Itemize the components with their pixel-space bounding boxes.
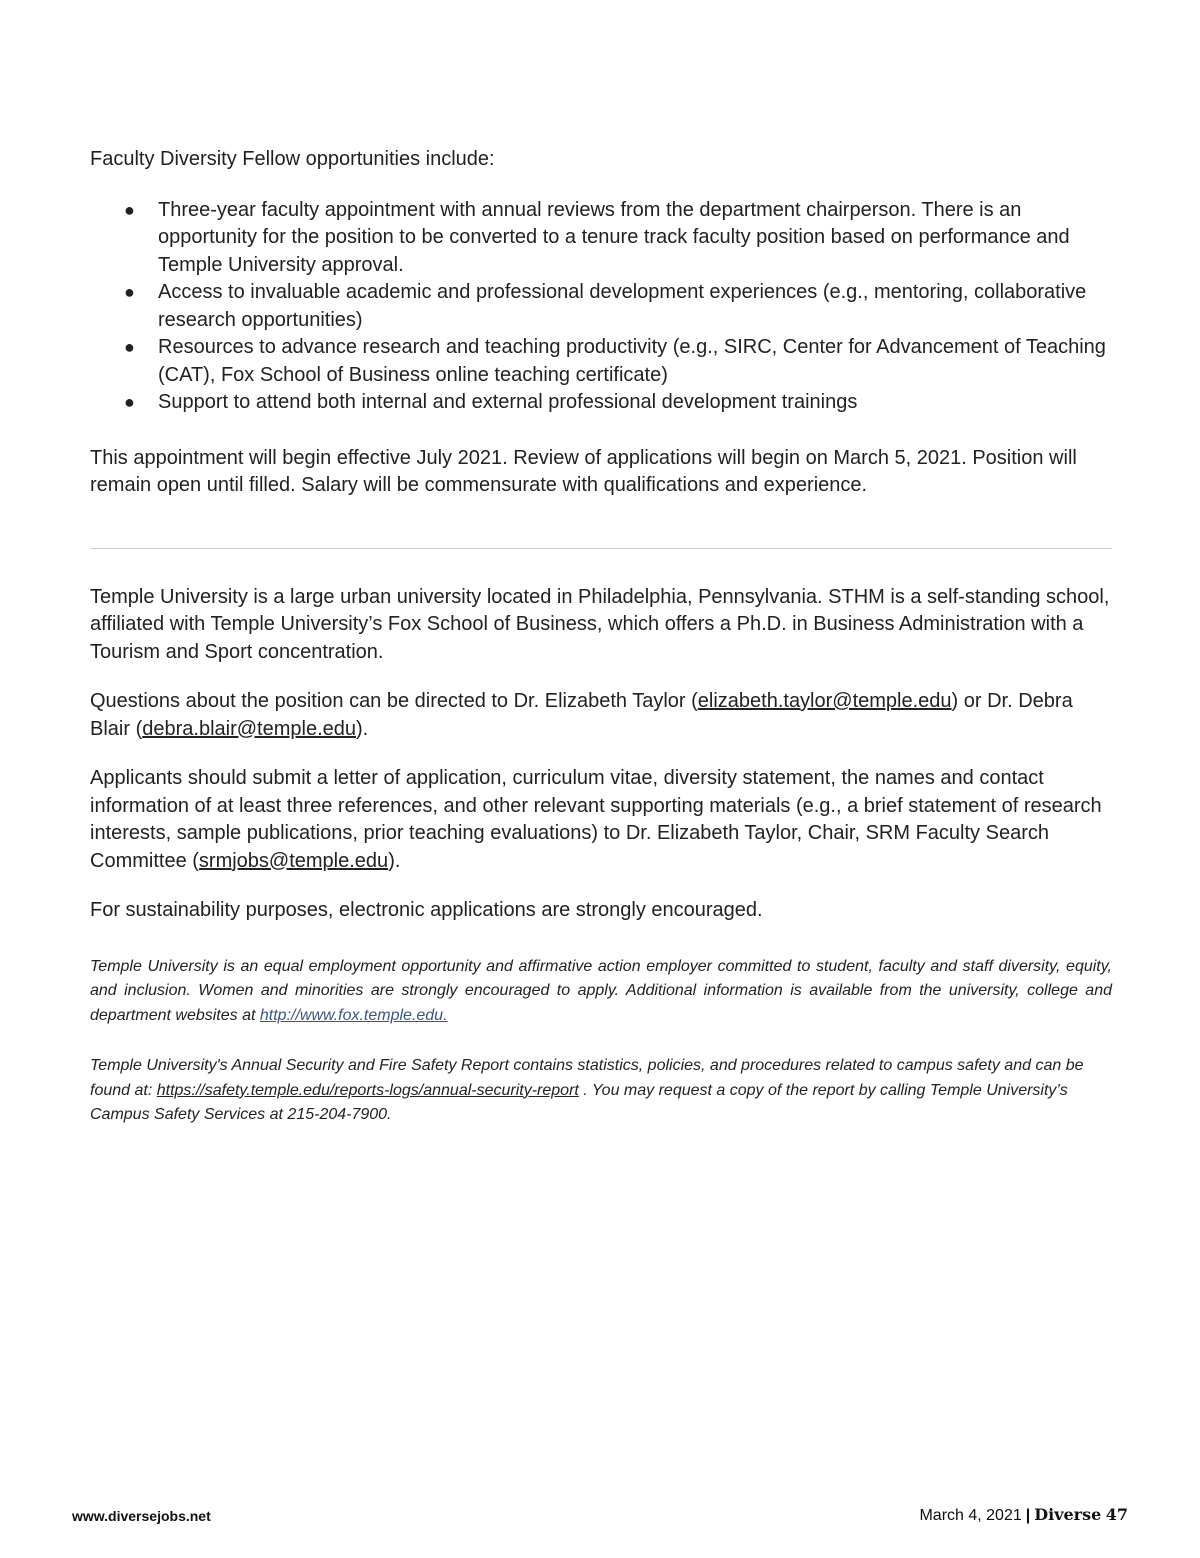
footer-divider: |: [1025, 1507, 1031, 1524]
eeo-statement: [90, 955, 1112, 1029]
footer-brand: Diverse: [1034, 1505, 1102, 1524]
fox-website-link[interactable]: http://www.fox.temple.edu.: [259, 1006, 448, 1024]
application-text: Applicants should submit a letter of application, curriculum vitae, diversity statement, the names and contact information of at least three references, and other relevant supporting materials (e.g., a brief statement of research interests, sample publications, prior teaching evaluations) to Dr. Elizabeth Taylor, Chair, SRM Faculty Search Committee (: [90, 767, 1102, 872]
safety-report-statement: [90, 1054, 1112, 1128]
sustainability-paragraph: For sustainability purposes, electronic applications are strongly encouraged.: [90, 899, 763, 921]
opportunities-list: [90, 197, 1112, 417]
bullet-icon: ●: [124, 392, 135, 412]
bullet-icon: ●: [124, 199, 135, 220]
email-link-taylor[interactable]: elizabeth.taylor@temple.edu: [697, 690, 952, 712]
application-paragraph: [90, 765, 1112, 875]
intro-text: Faculty Diversity Fellow opportunities include:: [90, 148, 495, 170]
footer-page-info: [919, 1505, 1128, 1525]
safety-text: . You may request a copy of the report by calling Temple University’s Campus Safety Services at 215-204-7900.: [90, 1081, 1068, 1123]
email-link-blair[interactable]: debra.blair@temple.edu: [142, 717, 356, 740]
footer-page-number: 47: [1105, 1505, 1128, 1524]
section-divider: [90, 548, 1112, 549]
application-text: ).: [388, 849, 401, 872]
footer-date: March 4, 2021: [919, 1507, 1022, 1524]
eeo-text: Temple University is an equal employment opportunity and affirmative action employer committed to student, faculty and staff diversity, equity, and inclusion. Women and minorities are strongly encouraged to apply. Additional information is available from the university, college and department websites at: [90, 957, 1112, 1024]
bullet-icon: ●: [124, 337, 135, 357]
list-item: [90, 334, 1112, 389]
safety-text: Temple University's Annual Security and Fire Safety Report contains statistics, policies, and procedures related to campus safety and can be found at:: [90, 1057, 1084, 1099]
document-body: [90, 146, 1112, 1128]
safety-report-link[interactable]: https://safety.temple.edu/reports-logs/annual-security-report: [156, 1081, 579, 1099]
list-item-text: Support to attend both internal and external professional development trainings: [158, 391, 858, 413]
list-item: [90, 279, 1112, 334]
list-item-text: Resources to advance research and teaching productivity (e.g., SIRC, Center for Advancement of Teaching (CAT), Fox School of Business online teaching certificate): [158, 336, 1106, 386]
questions-text: ).: [356, 717, 369, 740]
list-item: [90, 389, 1112, 417]
list-item: [90, 197, 1112, 280]
footer-website: www.diversejobs.net: [72, 1508, 211, 1524]
questions-text: Questions about the position can be directed to Dr. Elizabeth Taylor (: [90, 690, 698, 712]
about-paragraph: Temple University is a large urban university located in Philadelphia, Pennsylvania. STHM is a self-standing school, affiliated with Temple University’s Fox School of Business, which offers a Ph.D. in Business Administration with a Tourism and Sport concentration.: [90, 585, 1110, 663]
bullet-icon: ●: [124, 282, 135, 302]
email-link-srmjobs[interactable]: srmjobs@temple.edu: [198, 849, 389, 872]
list-item-text: Three-year faculty appointment with annual reviews from the department chairperson. There is an opportunity for the position to be converted to a tenure track faculty position based on performance and Temple University approval.: [158, 198, 1070, 276]
effective-date-paragraph: This appointment will begin effective July 2021. Review of applications will begin on March 5, 2021. Position will remain open until filled. Salary will be commensurate with qualifications and experience.: [90, 446, 1077, 496]
questions-text: ) or Dr. Debra Blair (: [90, 690, 1073, 740]
list-item-text: Access to invaluable academic and professional development experiences (e.g., mentoring, collaborative research opportunities): [158, 281, 1087, 331]
questions-paragraph: [90, 688, 1112, 743]
